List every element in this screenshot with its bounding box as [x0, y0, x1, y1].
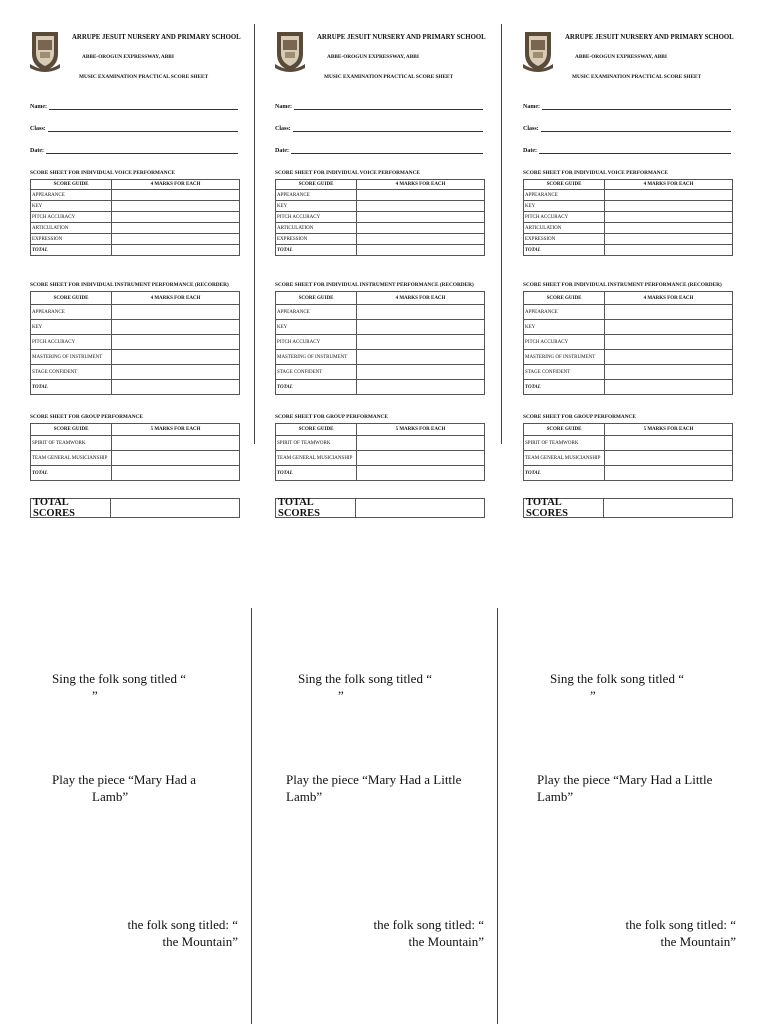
class-field[interactable] [30, 124, 238, 132]
score-cell[interactable] [112, 223, 240, 234]
score-cell[interactable] [605, 223, 733, 234]
score-guide-item: ARTICULATION [31, 223, 112, 234]
field-label: Name: [275, 104, 292, 110]
voice-section-title: SCORE SHEET FOR INDIVIDUAL VOICE PERFORMANCE [523, 170, 668, 176]
score-guide-item: PITCH ACCURACY [524, 212, 605, 223]
score-cell[interactable] [112, 451, 240, 466]
score-cell[interactable] [605, 380, 733, 395]
school-name: ARRUPE JESUIT NURSERY AND PRIMARY SCHOOL [317, 32, 486, 41]
score-cell[interactable] [112, 466, 240, 481]
score-guide-item: KEY [276, 201, 357, 212]
field-label: Name: [30, 104, 47, 110]
score-cell[interactable] [357, 245, 485, 256]
total-label: TOTAL [524, 380, 605, 395]
field-label: Date: [275, 148, 289, 154]
score-cell[interactable] [357, 380, 485, 395]
total-label: TOTAL [276, 466, 357, 481]
folk-task [320, 916, 484, 950]
group-score-table [523, 423, 733, 481]
score-cell[interactable] [605, 350, 733, 365]
school-crest-icon [275, 28, 305, 72]
column-header: SCORE GUIDE [31, 292, 112, 305]
group-section-title: SCORE SHEET FOR GROUP PERFORMANCE [275, 414, 388, 420]
score-guide-item: KEY [31, 320, 112, 335]
sing-task-line1: Sing the folk song titled “ [52, 671, 186, 686]
instrument-score-table [523, 291, 733, 395]
total-scores-cell[interactable] [111, 499, 239, 517]
folk-task-line2: the Mountain” [660, 934, 736, 949]
score-cell[interactable] [112, 365, 240, 380]
folk-task [572, 916, 736, 950]
card-divider [251, 608, 252, 1024]
score-cell[interactable] [357, 365, 485, 380]
column-header: 5 MARKS FOR EACH [605, 424, 733, 436]
sing-task-line1: Sing the folk song titled “ [550, 671, 684, 686]
score-cell[interactable] [357, 201, 485, 212]
score-guide-item: TEAM GENERAL MUSICIANSHIP [276, 451, 357, 466]
score-cell[interactable] [357, 212, 485, 223]
folk-task-line2: the Mountain” [162, 934, 238, 949]
voice-score-table [523, 179, 733, 256]
column-header: 4 MARKS FOR EACH [605, 180, 733, 190]
score-cell[interactable] [357, 335, 485, 350]
score-cell[interactable] [605, 212, 733, 223]
score-guide-item: SPIRIT OF TEAMWORK [31, 436, 112, 451]
score-guide-item: APPEARANCE [31, 190, 112, 201]
score-guide-item: STAGE CONFIDENT [276, 365, 357, 380]
column-header: SCORE GUIDE [524, 424, 605, 436]
score-guide-item: SPIRIT OF TEAMWORK [524, 436, 605, 451]
column-header: 4 MARKS FOR EACH [357, 180, 485, 190]
group-score-table [30, 423, 240, 481]
total-scores-box [30, 498, 240, 518]
name-field[interactable] [30, 102, 238, 110]
total-scores-label: TOTAL SCORES [524, 499, 604, 517]
total-scores-cell[interactable] [604, 499, 732, 517]
folk-task [84, 916, 238, 950]
score-cell[interactable] [357, 350, 485, 365]
score-guide-item: KEY [276, 320, 357, 335]
instrument-section-title: SCORE SHEET FOR INDIVIDUAL INSTRUMENT PERFORMANCE (RECORDER) [523, 282, 722, 288]
sheet-subtitle: MUSIC EXAMINATION PRACTICAL SCORE SHEET [324, 74, 454, 80]
score-cell[interactable] [112, 380, 240, 395]
sheet-divider [501, 24, 502, 444]
play-task-line2: Lamb” [537, 789, 574, 804]
score-cell[interactable] [605, 335, 733, 350]
score-guide-item: EXPRESSION [276, 234, 357, 245]
group-section-title: SCORE SHEET FOR GROUP PERFORMANCE [523, 414, 636, 420]
score-guide-item: EXPRESSION [524, 234, 605, 245]
sing-task [550, 670, 684, 704]
school-name: ARRUPE JESUIT NURSERY AND PRIMARY SCHOOL [565, 32, 734, 41]
score-guide-item: KEY [31, 201, 112, 212]
score-guide-item: SPIRIT OF TEAMWORK [276, 436, 357, 451]
sheet-divider [254, 24, 255, 444]
sheet-subtitle: MUSIC EXAMINATION PRACTICAL SCORE SHEET [572, 74, 702, 80]
play-task [286, 771, 461, 805]
score-guide-item: TEAM GENERAL MUSICIANSHIP [524, 451, 605, 466]
score-cell[interactable] [605, 320, 733, 335]
column-header: SCORE GUIDE [31, 424, 112, 436]
score-cell[interactable] [605, 201, 733, 212]
sing-task-line2: ” [338, 688, 344, 703]
total-label: TOTAL [276, 380, 357, 395]
score-guide-item: TEAM GENERAL MUSICIANSHIP [31, 451, 112, 466]
score-cell[interactable] [605, 234, 733, 245]
play-task-line1: Play the piece “Mary Had a Little [286, 772, 462, 787]
column-header: SCORE GUIDE [276, 292, 357, 305]
score-cell[interactable] [357, 223, 485, 234]
name-field[interactable] [523, 102, 731, 110]
column-header: 4 MARKS FOR EACH [112, 180, 240, 190]
sing-task-line2: ” [92, 688, 98, 703]
play-task [52, 771, 196, 805]
column-header: SCORE GUIDE [276, 180, 357, 190]
score-guide-item: PITCH ACCURACY [276, 335, 357, 350]
instrument-section-title: SCORE SHEET FOR INDIVIDUAL INSTRUMENT PERFORMANCE (RECORDER) [275, 282, 474, 288]
score-guide-item: ARTICULATION [524, 223, 605, 234]
score-guide-item: PITCH ACCURACY [31, 212, 112, 223]
school-crest-icon [30, 28, 60, 72]
score-cell[interactable] [112, 201, 240, 212]
field-label: Class: [30, 126, 46, 132]
score-guide-item: MASTERING OF INSTRUMENT [524, 350, 605, 365]
column-header: SCORE GUIDE [31, 180, 112, 190]
field-label: Name: [523, 104, 540, 110]
score-cell[interactable] [112, 350, 240, 365]
total-label: TOTAL [276, 245, 357, 256]
score-cell[interactable] [112, 305, 240, 320]
column-header: SCORE GUIDE [524, 180, 605, 190]
score-cell[interactable] [357, 305, 485, 320]
column-header: SCORE GUIDE [524, 292, 605, 305]
play-task-line1: Play the piece “Mary Had a Little [537, 772, 713, 787]
column-header: SCORE GUIDE [276, 424, 357, 436]
score-cell[interactable] [112, 320, 240, 335]
school-address: ABBE-OROGUN EXPRESSWAY, ABBI [82, 54, 174, 60]
score-guide-item: KEY [524, 201, 605, 212]
folk-task-line1: the folk song titled: “ [373, 917, 484, 932]
date-field[interactable] [30, 146, 238, 154]
field-label: Class: [523, 126, 539, 132]
sing-task [298, 670, 432, 704]
sing-task-line1: Sing the folk song titled “ [298, 671, 432, 686]
score-guide-item: APPEARANCE [31, 305, 112, 320]
voice-score-table [30, 179, 240, 256]
name-field[interactable] [275, 102, 483, 110]
folk-task-line1: the folk song titled: “ [127, 917, 238, 932]
score-guide-item: ARTICULATION [276, 223, 357, 234]
score-guide-item: APPEARANCE [276, 305, 357, 320]
score-guide-item: MASTERING OF INSTRUMENT [276, 350, 357, 365]
score-cell[interactable] [112, 212, 240, 223]
instrument-score-table [30, 291, 240, 395]
score-guide-item: PITCH ACCURACY [31, 335, 112, 350]
score-cell[interactable] [605, 451, 733, 466]
score-cell[interactable] [357, 234, 485, 245]
score-cell[interactable] [357, 190, 485, 201]
total-scores-label: TOTAL SCORES [276, 499, 356, 517]
total-label: TOTAL [524, 466, 605, 481]
school-address: ABBE-OROGUN EXPRESSWAY, ABBI [575, 54, 667, 60]
total-scores-cell[interactable] [356, 499, 484, 517]
score-cell[interactable] [605, 305, 733, 320]
score-cell[interactable] [112, 234, 240, 245]
score-cell[interactable] [605, 436, 733, 451]
card-divider [497, 608, 498, 1024]
score-cell[interactable] [357, 466, 485, 481]
folk-task-line2: the Mountain” [408, 934, 484, 949]
score-cell[interactable] [112, 335, 240, 350]
folk-task-line1: the folk song titled: “ [625, 917, 736, 932]
total-scores-box [523, 498, 733, 518]
voice-score-table [275, 179, 485, 256]
column-header: 4 MARKS FOR EACH [357, 292, 485, 305]
column-header: 5 MARKS FOR EACH [357, 424, 485, 436]
score-cell[interactable] [605, 245, 733, 256]
score-cell[interactable] [605, 190, 733, 201]
play-task-line2: Lamb” [286, 789, 323, 804]
instrument-section-title: SCORE SHEET FOR INDIVIDUAL INSTRUMENT PERFORMANCE (RECORDER) [30, 282, 229, 288]
date-field[interactable] [523, 146, 731, 154]
sing-task-line2: ” [590, 688, 596, 703]
score-guide-item: STAGE CONFIDENT [31, 365, 112, 380]
voice-section-title: SCORE SHEET FOR INDIVIDUAL VOICE PERFORMANCE [30, 170, 175, 176]
score-guide-item: APPEARANCE [524, 305, 605, 320]
column-header: 4 MARKS FOR EACH [112, 292, 240, 305]
field-label: Date: [523, 148, 537, 154]
play-task [537, 771, 712, 805]
score-cell[interactable] [112, 190, 240, 201]
total-label: TOTAL [31, 380, 112, 395]
total-scores-label: TOTAL SCORES [31, 499, 111, 517]
score-cell[interactable] [357, 451, 485, 466]
total-scores-box [275, 498, 485, 518]
score-guide-item: MASTERING OF INSTRUMENT [31, 350, 112, 365]
sheet-subtitle: MUSIC EXAMINATION PRACTICAL SCORE SHEET [79, 74, 209, 80]
group-score-table [275, 423, 485, 481]
total-label: TOTAL [31, 245, 112, 256]
date-field[interactable] [275, 146, 483, 154]
school-name: ARRUPE JESUIT NURSERY AND PRIMARY SCHOOL [72, 32, 241, 41]
school-crest-icon [523, 28, 553, 72]
score-cell[interactable] [357, 436, 485, 451]
column-header: 4 MARKS FOR EACH [605, 292, 733, 305]
school-address: ABBE-OROGUN EXPRESSWAY, ABBI [327, 54, 419, 60]
score-guide-item: EXPRESSION [31, 234, 112, 245]
play-task-line2: Lamb” [92, 789, 129, 804]
score-guide-item: PITCH ACCURACY [276, 212, 357, 223]
score-cell[interactable] [357, 320, 485, 335]
score-guide-item: APPEARANCE [276, 190, 357, 201]
field-label: Class: [275, 126, 291, 132]
score-cell[interactable] [112, 245, 240, 256]
play-task-line1: Play the piece “Mary Had a [52, 772, 197, 787]
group-section-title: SCORE SHEET FOR GROUP PERFORMANCE [30, 414, 143, 420]
total-label: TOTAL [524, 245, 605, 256]
instrument-score-table [275, 291, 485, 395]
score-cell[interactable] [605, 365, 733, 380]
score-cell[interactable] [605, 466, 733, 481]
sing-task [52, 670, 186, 704]
voice-section-title: SCORE SHEET FOR INDIVIDUAL VOICE PERFORMANCE [275, 170, 420, 176]
score-cell[interactable] [112, 436, 240, 451]
score-guide-item: PITCH ACCURACY [524, 335, 605, 350]
field-label: Date: [30, 148, 44, 154]
score-guide-item: APPEARANCE [524, 190, 605, 201]
score-guide-item: KEY [524, 320, 605, 335]
total-label: TOTAL [31, 466, 112, 481]
column-header: 5 MARKS FOR EACH [112, 424, 240, 436]
class-field[interactable] [275, 124, 483, 132]
score-guide-item: STAGE CONFIDENT [524, 365, 605, 380]
class-field[interactable] [523, 124, 731, 132]
